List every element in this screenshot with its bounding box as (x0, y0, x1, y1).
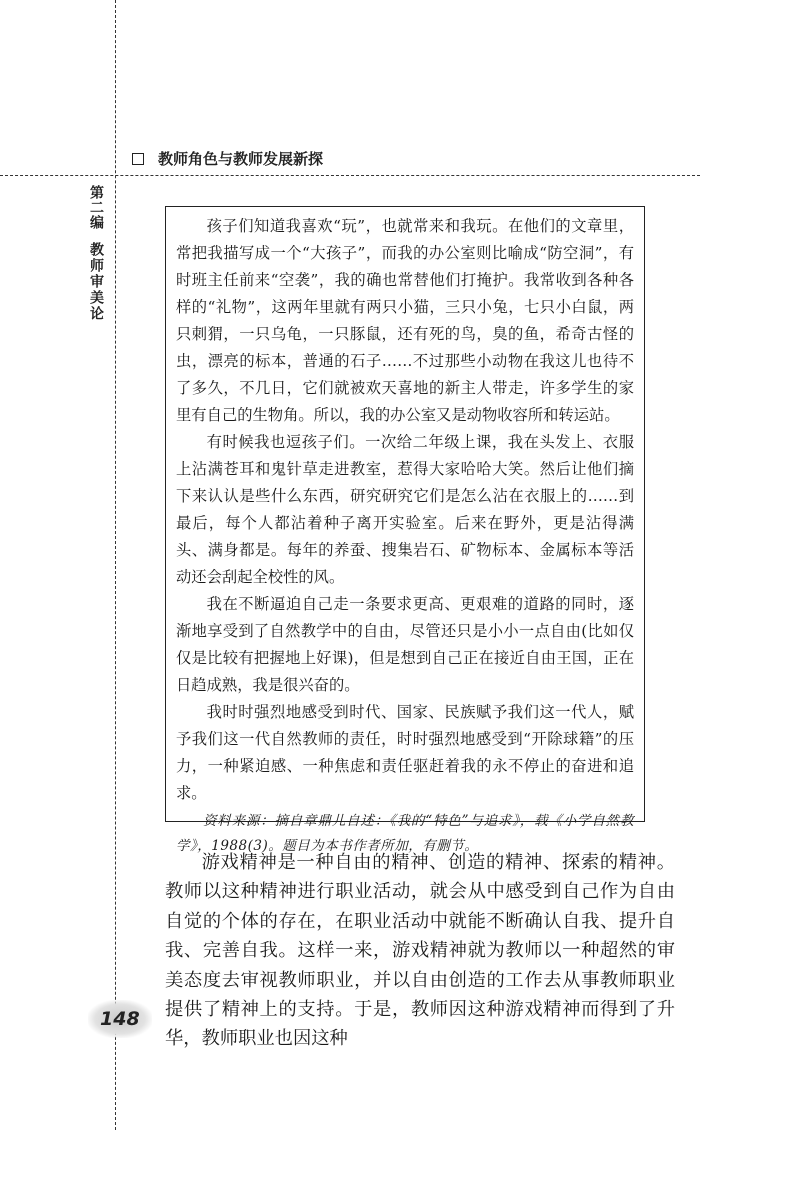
square-bullet-icon (132, 153, 144, 165)
section-title: 教师审美论 (88, 242, 104, 322)
box-paragraph: 我在不断逼迫自己走一条要求更高、更艰难的道路的同时，逐渐地享受到了自然教学中的自由，尽管还只是小小一点自由(比如仅仅是比较有把握地上好课)，但是想到自己正在接近自由王国，正在日趋成熟，我是很兴奋的。 (176, 595, 634, 694)
body-paragraph: 游戏精神是一种自由的精神、创造的精神、探索的精神。教师以这种精神进行职业活动，就会从中感受到自己作为自由自觉的个体的存在，在职业活动中就能不断确认自我、提升自我、完善自我。这样一来，游戏精神就为教师以一种超然的审美态度去审视教师职业，并以自由创造的工作去从事教师职业提供了精神上的支持。于是，教师因这种游戏精神而得到了升华，教师职业也因这种 (165, 852, 675, 1050)
box-paragraph: 我时时强烈地感受到时代、国家、民族赋予我们这一代人，赋予我们这一代自然教师的责任，时时强烈地感受到“开除球籍”的压力，一种紧迫感、一种焦虑和责任驱赶着我的永不停止的奋进和追求。 (176, 703, 634, 802)
running-header (132, 148, 323, 169)
page-number: 148 (88, 1000, 152, 1038)
section-side-label (85, 185, 107, 322)
source-citation: 资料来源：摘自章鼎儿自述：《我的“特色”与追求》，载《小学自然教学》，1988(3)。题目为本书作者所加，有删节。 (176, 813, 634, 854)
margin-dashed-vertical-line (115, 0, 116, 1130)
header-dashed-horizontal-line (0, 175, 700, 176)
box-paragraph: 有时候我也逗孩子们。一次给二年级上课，我在头发上、衣服上沾满苍耳和鬼针草走进教室，惹得大家哈哈大笑。然后让他们摘下来认认是些什么东西，研究研究它们是怎么沾在衣服上的……到最后，每个人都沾着种子离开实验室。后来在野外，更是沾得满头、满身都是。每年的养蚕、搜集岩石、矿物标本、金属标本等活动还会刮起全校性的风。 (176, 433, 634, 586)
box-paragraph: 孩子们知道我喜欢“玩”，也就常来和我玩。在他们的文章里，常把我描写成一个“大孩子”，而我的办公室则比喻成“防空洞”，有时班主任前来“空袭”，我的确也常替他们打掩护。我常收到各种各样的“礼物”，这两年里就有两只小猫，三只小兔，七只小白鼠，两只刺猬，一只乌龟，一只豚鼠，还有死的鸟，臭的鱼，希奇古怪的虫，漂亮的标本，普通的石子……不过那些小动物在我这儿也待不了多久，不几日，它们就被欢天喜地的新主人带走，许多学生的家里有自己的生物角。所以，我的办公室又是动物收容所和转运站。 (176, 217, 634, 424)
quoted-case-box (165, 206, 645, 854)
section-number: 第二编 (88, 185, 104, 230)
book-title: 教师角色与教师发展新探 (158, 150, 324, 168)
body-text (165, 848, 675, 1054)
